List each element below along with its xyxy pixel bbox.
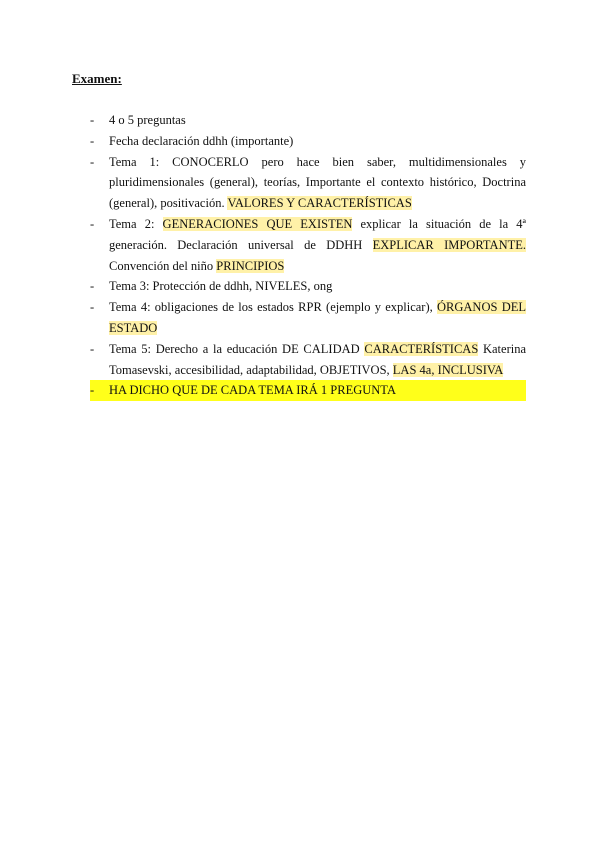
list-item <box>90 214 526 276</box>
item-text: Tema 3: Protección de ddhh, NIVELES, ong <box>109 279 333 294</box>
bullet-dash: - <box>90 341 95 356</box>
bullet-dash: - <box>90 300 95 315</box>
highlighted-text: VALORES Y CARACTERÍSTICAS <box>227 196 412 211</box>
item-text: explicar la situación de la 4ª generación. Declaración universal de DDHH <box>109 216 526 252</box>
bullet-dash: - <box>90 383 95 398</box>
list-item <box>90 131 526 152</box>
exam-topics-list <box>90 110 526 401</box>
item-text: HA DICHO QUE DE CADA TEMA IRÁ 1 PREGUNTA <box>109 383 396 398</box>
item-text: Tema 1: CONOCERLO pero hace bien saber, multidimensionales y pluridimensionales (general), teorías, Importante el contexto histórico, Doctrina (general), positivación. <box>109 154 526 211</box>
list-item <box>90 339 526 381</box>
highlighted-text: EXPLICAR IMPORTANTE. <box>372 237 526 252</box>
item-text: Tema 4: obligaciones de los estados RPR (ejemplo y explicar), <box>109 300 438 315</box>
item-text: Fecha declaración ddhh (importante) <box>109 133 294 148</box>
page-title: Examen: <box>72 71 122 86</box>
item-text: Tema 2: <box>109 216 163 231</box>
bullet-dash: - <box>90 279 95 294</box>
item-text: 4 o 5 preguntas <box>109 113 186 127</box>
bullet-dash: - <box>90 216 95 231</box>
list-item <box>90 152 526 214</box>
highlighted-text: GENERACIONES QUE EXISTEN <box>162 216 353 231</box>
highlighted-text: LAS 4a, INCLUSIVA <box>392 362 504 377</box>
highlighted-text: CARACTERÍSTICAS <box>364 341 479 356</box>
item-text: Tema 5: Derecho a la educación DE CALIDAD <box>109 341 365 356</box>
list-item <box>90 276 526 297</box>
list-item <box>90 380 526 401</box>
list-item <box>90 297 526 339</box>
highlighted-text: PRINCIPIOS <box>216 258 285 273</box>
list-item <box>90 110 526 131</box>
bullet-dash: - <box>90 113 95 127</box>
item-text: Katerina Tomasevski, accesibilidad, adaptabilidad, OBJETIVOS, <box>109 341 527 377</box>
item-text: Convención del niño <box>109 258 217 273</box>
highlighted-text: ÓRGANOS DEL ESTADO <box>109 300 526 335</box>
bullet-dash: - <box>90 154 95 169</box>
bullet-dash: - <box>90 133 95 148</box>
